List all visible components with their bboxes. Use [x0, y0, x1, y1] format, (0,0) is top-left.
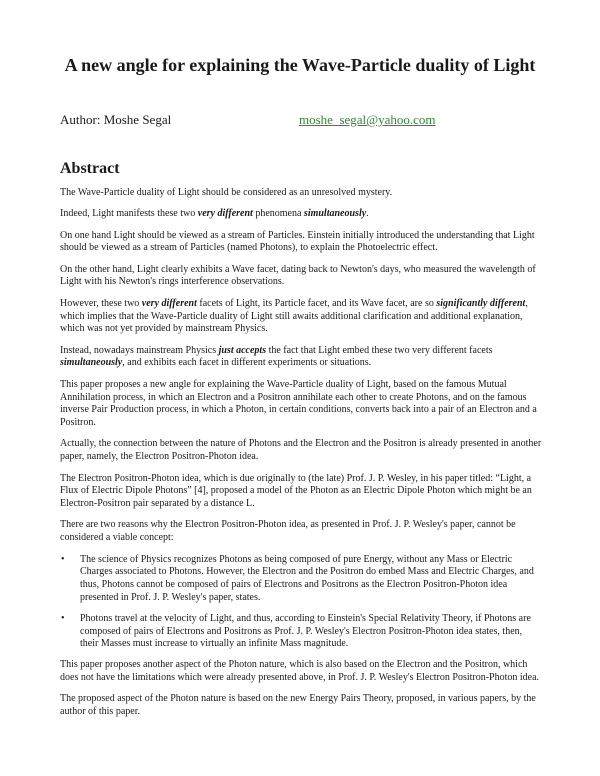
paper-title: A new angle for explaining the Wave-Particle duality of Light — [64, 55, 536, 75]
author-email-link[interactable]: moshe_segal@yahoo.com — [299, 112, 436, 127]
paragraph-1: The Wave-Particle duality of Light should be considered as an unresolved mystery. — [60, 187, 393, 198]
paragraph-8: Actually, the connection between the nature of Photons and the Electron and the Positron is already presented in another paper, namely, the Electron Positron-Photon idea. — [60, 438, 542, 463]
list-item: • The science of Physics recognizes Photons as being composed of pure Energy, without any Mass or Electric Charges associated to Photons. However, the Electron and the Positron do embed Mass and Electric Charges, and thus, Photons cannot be composed of pairs of Electrons and Positrons as the Electron Positron-Photon idea presented in Prof. J. P. Wesley's paper, states. — [61, 553, 534, 603]
paragraph-12: The proposed aspect of the Photon nature is based on the new Energy Pairs Theory, proposed, in various papers, by the author of this paper. — [60, 693, 536, 717]
abstract-body — [60, 187, 542, 727]
bullet-icon: • — [61, 612, 65, 624]
author-name: Author: Moshe Segal — [60, 112, 172, 127]
author-line — [60, 112, 540, 128]
paragraph-10: There are two reasons why the Electron Positron-Photon idea, as presented in Prof. J. P. Wesley's paper, cannot be considered a viable concept: — [60, 519, 516, 544]
paragraph-5: However, these two very different facets of Light, its Particle facet, and its Wave facet, are so significantly different, which implies that the Wave-Particle duality of Light still awaits additional clarification and additional explanation, which was not yet provided by mainstream Physics. — [60, 297, 528, 335]
paragraph-11: This paper proposes another aspect of the Photon nature, which is also based on the Electron and the Positron, which does not have the limitations which were already presented above, in Prof. J. P. Wesley's Electron Positron-Photon idea. — [60, 659, 540, 683]
paragraph-9: The Electron Positron-Photon idea, which is due originally to (the late) Prof. J. P. Wesley, in his paper titled: “Light, a Flux of Electric Dipole Photons” [4], proposed a model of the Photon as an Electric Dipole Photon which might be an Electron-Positron pair separated by a distance L. — [60, 472, 532, 510]
paragraph-7: This paper proposes a new angle for explaining the Wave-Particle duality of Light, based on the famous Mutual Annihilation process, in which an Electron and a Positron annihilate each other to create Photons, and on the famous inverse Pair Production process, in which a Photon, in certain conditions, converts back into a pair of an Electron and a Positron. — [60, 378, 537, 429]
abstract-heading: Abstract — [60, 160, 120, 177]
reasons-list — [60, 554, 542, 652]
bullet-icon: • — [61, 553, 65, 565]
list-item: • Photons travel at the velocity of Light, and thus, according to Einstein's Special Relativity Theory, if Photons are composed of pairs of Electrons and Positrons as Prof. J. P. Wesley's Electron Positron-Photon idea states, then, their Masses must increase to virtually an infinite Mass magnitude. — [61, 612, 531, 650]
paragraph-2: Indeed, Light manifests these two very different phenomena simultaneously. — [60, 208, 369, 220]
paragraph-3: On one hand Light should be viewed as a stream of Particles. Einstein initially introduced the understanding that Light should be viewed as a stream of Particles (named Photons), to explain the Photoelectric effect. — [60, 229, 535, 254]
paragraph-6: Instead, nowadays mainstream Physics just accepts the fact that Light embed these two very different facets simultaneously, and exhibits each facet in different experiments or situations. — [60, 344, 493, 369]
paragraph-4: On the other hand, Light clearly exhibits a Wave facet, dating back to Newton's days, who measured the wavelength of Light with his Newton's rings interference observations. — [60, 263, 536, 288]
